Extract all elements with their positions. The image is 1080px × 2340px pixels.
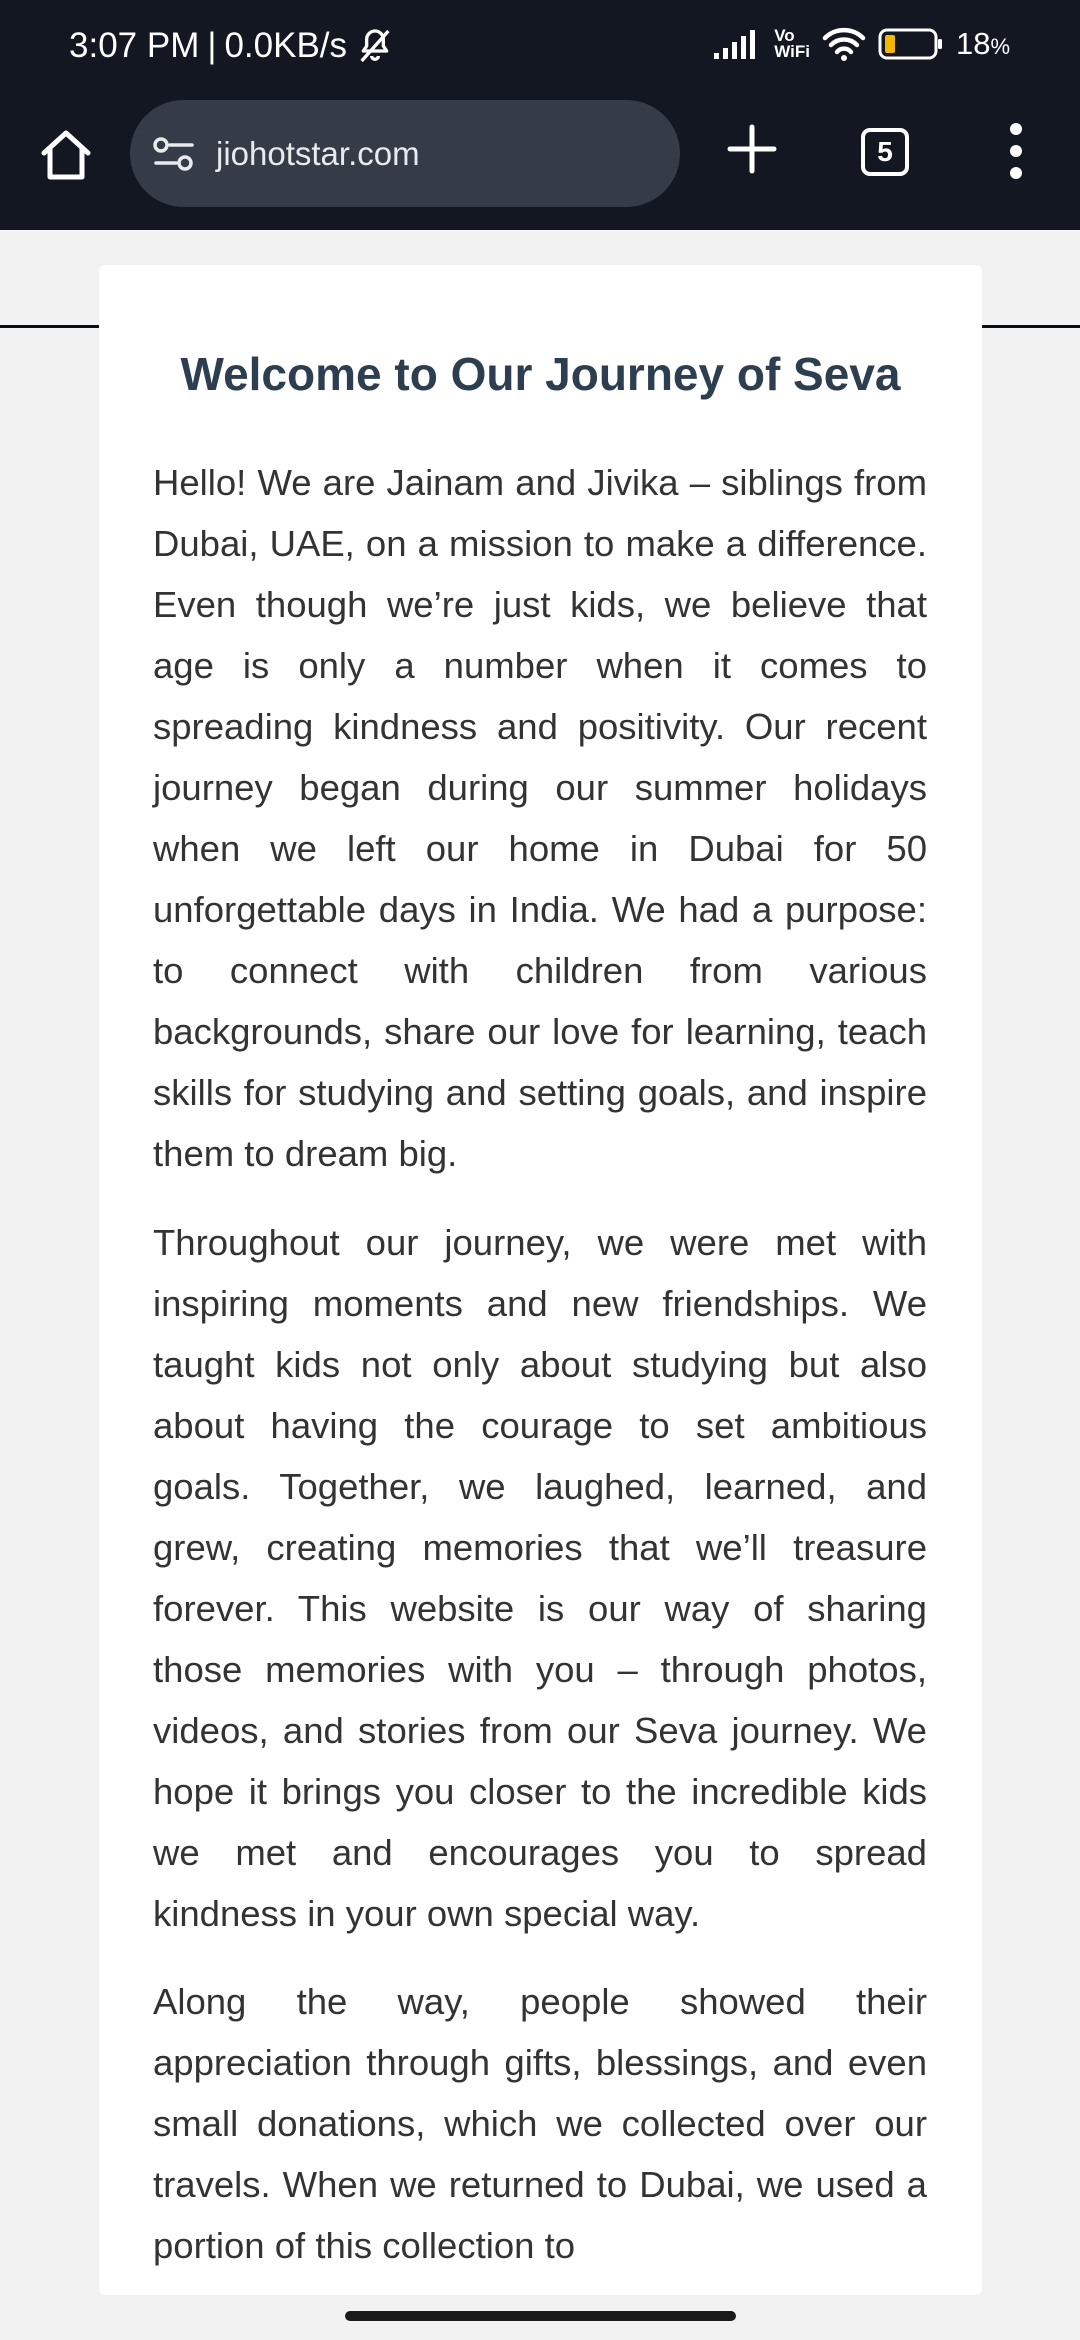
url-bar[interactable] (130, 100, 680, 207)
plus-icon[interactable] (722, 119, 782, 179)
battery-level (956, 26, 1010, 62)
more-vert-icon[interactable] (998, 119, 1034, 183)
bell-off-icon (355, 26, 395, 66)
vowifi-label (774, 28, 810, 60)
battery-unit: % (990, 34, 1010, 59)
gesture-nav-pill[interactable] (345, 2311, 736, 2321)
signal-icon (714, 29, 762, 59)
status-time: 3:07 PM (69, 26, 200, 65)
tab-count: 5 (877, 136, 893, 167)
tab-switcher-button[interactable] (861, 128, 909, 176)
vowifi-top: Vo (774, 26, 795, 45)
battery-icon (878, 28, 944, 60)
battery-percent: 18 (955, 26, 991, 61)
browser-toolbar (0, 97, 1080, 230)
journey-paragraph: Throughout our journey, we were met with inspiring moments and new friendships. We taught kids not only about studying but also about having the courage to set ambitious goals. Together, we laughed, learned, and grew, creating memories that we’ll treasure forever. This website is our way of sharing those memories with you – through photos, videos, and stories from our Seva journey. We hope it brings you closer to the incredible kids we met and encourages you to spread kindness in your own special way. (153, 1222, 927, 1934)
status-left (69, 26, 395, 66)
url-text[interactable]: jiohotstar.com (216, 134, 420, 172)
content-card (99, 265, 982, 2295)
page-title: Welcome to Our Journey of Seva (180, 348, 901, 400)
wifi-icon (822, 26, 866, 62)
tune-icon[interactable] (152, 134, 196, 174)
status-bar (0, 0, 1080, 97)
intro-paragraph: Hello! We are Jainam and Jivika – siblings from Dubai, UAE, on a mission to make a difference. Even though we’re just kids, we believe that age is only a number when it comes to spreading kindness and positivity. Our recent journey began during our summer holidays when we left our home in Dubai for 50 unforgettable days in India. We had a purpose: to connect with children from various backgrounds, share our love for learning, teach skills for studying and setting goals, and inspire them to dream big. (153, 462, 927, 1174)
network-speed: 0.0KB/s (224, 26, 348, 65)
vowifi-bottom: WiFi (774, 42, 810, 61)
donations-paragraph: Along the way, people showed their appreciation through gifts, blessings, and even small donations, which we collected over our travels. When we returned to Dubai, we used a portion of this collection to (153, 1981, 927, 2266)
home-icon[interactable] (36, 125, 96, 185)
status-right (714, 26, 1010, 62)
status-separator: | (207, 26, 217, 65)
